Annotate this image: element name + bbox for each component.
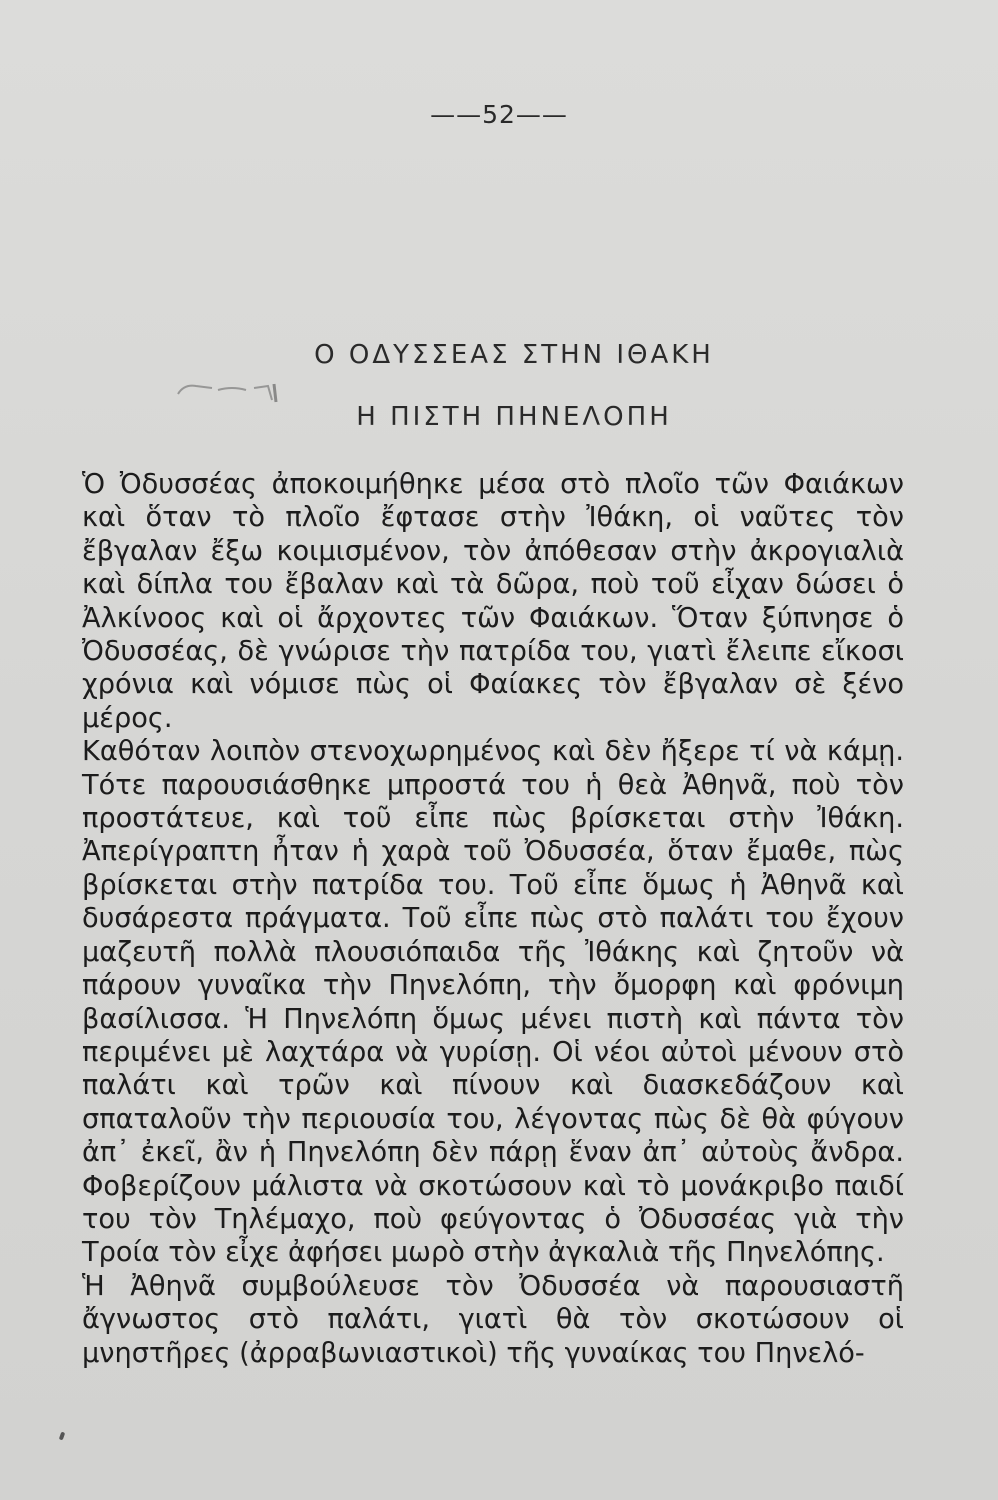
margin-speck [59,1432,65,1441]
paragraph-3: Ἡ Ἀθηνᾶ συμβούλευσε τὸν Ὀδυσσέα νὰ παρουσιαστῆ ἄγνωστος στὸ παλάτι, γιατὶ θὰ τὸν σκοτώσουν οἱ μνηστῆρες (ἀρραβωνιαστικοὶ) τῆς γυναίκας του Πηνελό- [82,1270,904,1369]
page-number: ——52—— [430,100,568,129]
chapter-subtitle: Η ΠΙΣΤΗ ΠΗΝΕΛΟΠΗ [356,402,672,432]
paragraph-2: Καθόταν λοιπὸν στενοχωρημένος καὶ δὲν ἤξερε τί νὰ κάμῃ. Τότε παρουσιάσθηκε μπροστά του ἡ θεὰ Ἀθηνᾶ, ποὺ τὸν προστάτευε, καὶ τοῦ εἶπε πὼς βρίσκεται στὴν Ἰθάκη. Ἀπερίγραπτη ἦταν ἡ χαρὰ τοῦ Ὀδυσσέα, ὅταν ἔμαθε, πὼς βρίσκεται στὴν πατρίδα του. Τοῦ εἶπε ὅμως ἡ Ἀθηνᾶ καὶ δυσάρεστα πράγματα. Τοῦ εἶπε πὼς στὸ παλάτι του ἔχουν μαζευτῆ πολλὰ πλουσιόπαιδα τῆς Ἰθάκης καὶ ζητοῦν νὰ πάρουν γυναῖκα τὴν Πηνελόπη, τὴν ὄμορφη καὶ φρόνιμη βασίλισσα. Ἡ Πηνελόπη ὅμως μένει πιστὴ καὶ πάντα τὸν περιμένει μὲ λαχτάρα νὰ γυρίσῃ. Οἱ νέοι αὐτοὶ μένουν στὸ παλάτι καὶ τρῶν καὶ πίνουν καὶ διασκεδάζουν καὶ σπαταλοῦν τὴν περιουσία του, λέγοντας πὼς δὲ θὰ φύγουν ἀπ᾽ ἐκεῖ, ἂν ἡ Πηνελόπη δὲν πάρῃ ἕναν ἀπ᾽ αὐτοὺς ἄνδρα. Φοβερίζουν μάλιστα νὰ σκοτώσουν καὶ τὸ μονάκριβο παιδί του τὸν Τηλέμαχο, ποὺ φεύγοντας ὁ Ὀδυσσέας γιὰ τὴν Τροία τὸν εἶχε ἀφήσει μωρὸ στὴν ἀγκαλιὰ τῆς Πηνελόπης. [82,736,904,1269]
body-text [82,468,904,1370]
paragraph-1: Ὁ Ὀδυσσέας ἀποκοιμήθηκε μέσα στὸ πλοῖο τῶν Φαιάκων καὶ ὅταν τὸ πλοῖο ἔφτασε στὴν Ἰθάκη, οἱ ναῦτες τὸν ἔβγαλαν ἔξω κοιμισμένον, τὸν ἀπόθεσαν στὴν ἀκρογιαλιὰ καὶ δίπλα του ἔβαλαν καὶ τὰ δῶρα, ποὺ τοῦ εἶχαν δώσει ὁ Ἀλκίνοος καὶ οἱ ἄρχοντες τῶν Φαιάκων. Ὅταν ξύπνησε ὁ Ὀδυσσέας, δὲ γνώρισε τὴν πατρίδα του, γιατὶ ἔλειπε εἴκοσι χρόνια καὶ νόμισε πὼς οἱ Φαίακες τὸν ἔβγαλαν σὲ ξένο μέρος. [82,469,904,734]
chapter-title: Ο ΟΔΥΣΣΕΑΣ ΣΤΗΝ ΙΘΑΚΗ [314,340,714,370]
